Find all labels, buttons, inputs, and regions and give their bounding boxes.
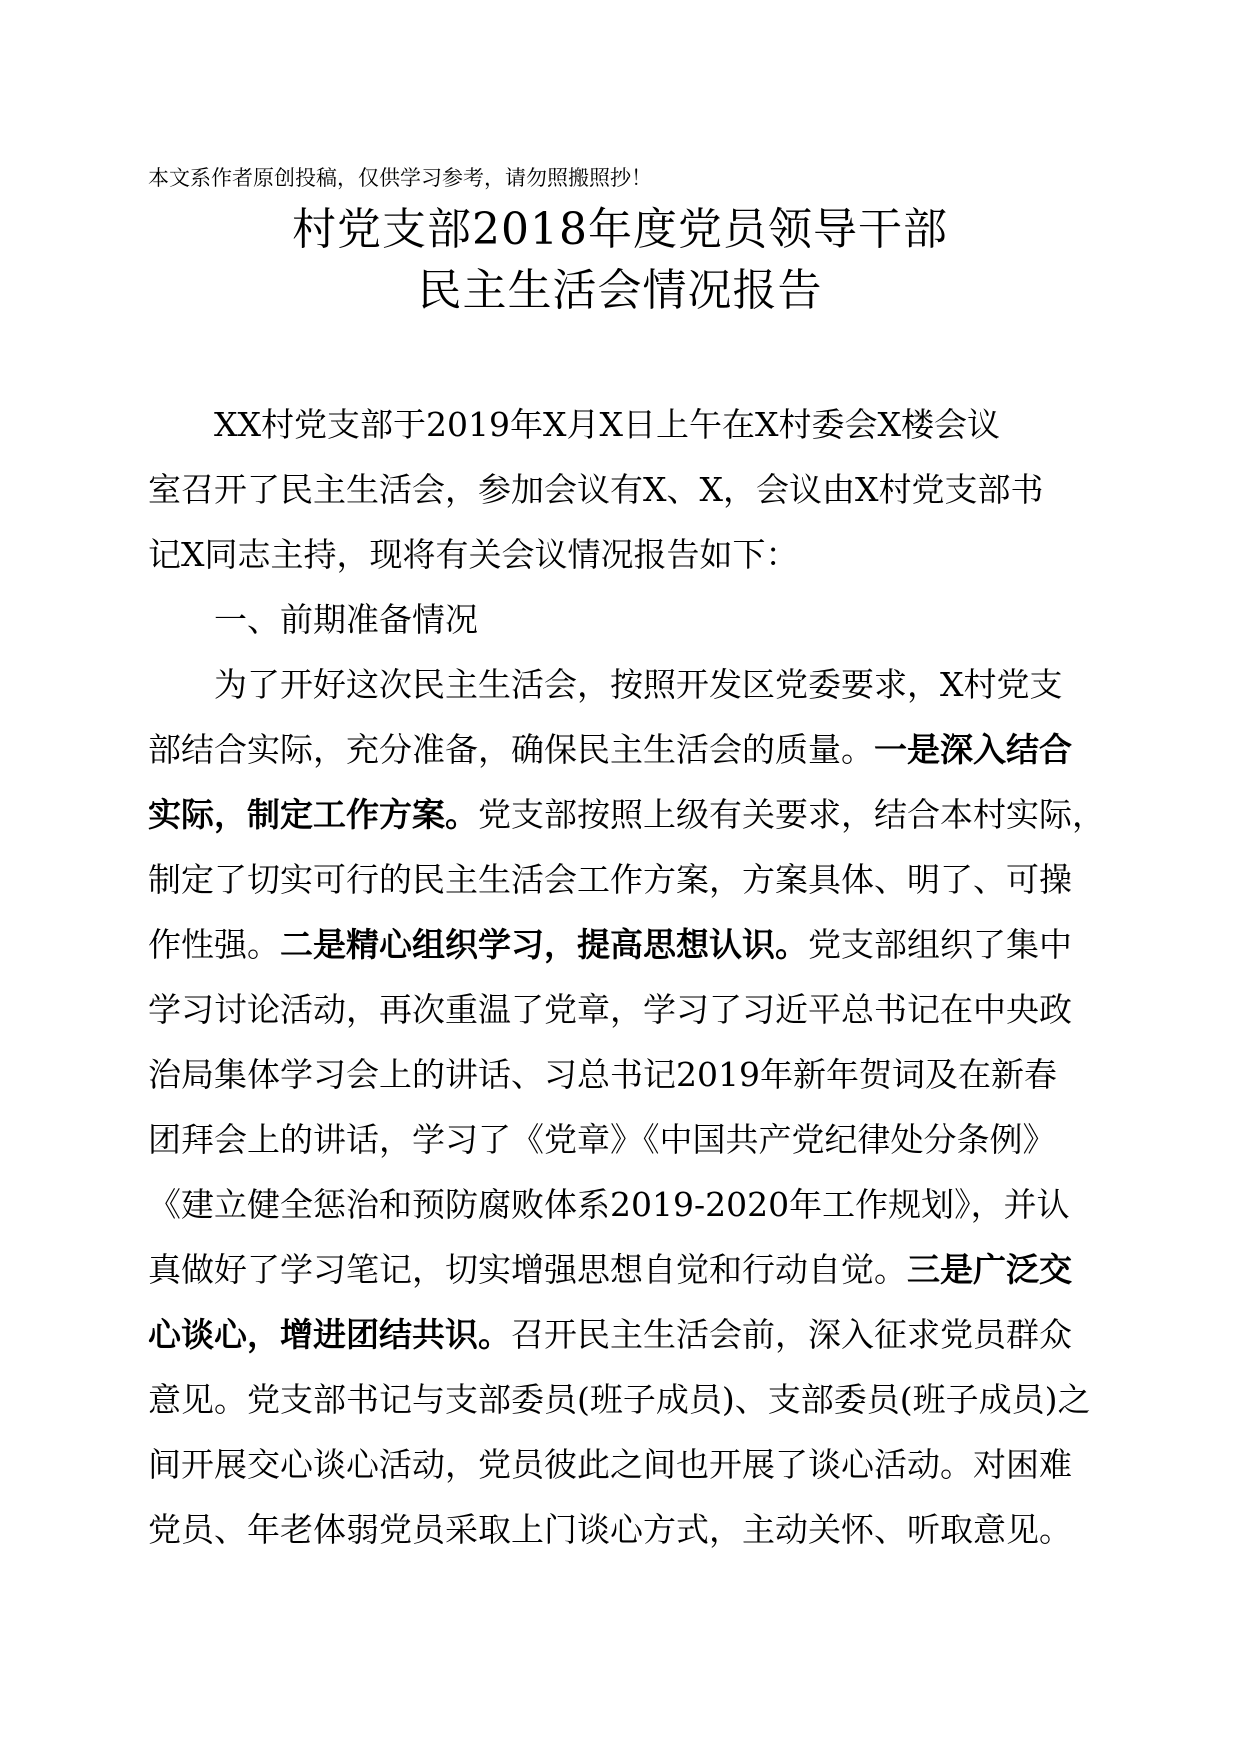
body-line: 治局集体学习会上的讲话、习总书记2019年新年贺词及在新春 — [148, 1055, 1057, 1094]
section-heading: 一、前期准备情况 — [214, 600, 478, 639]
body-text: 党支部组织了集中 — [808, 925, 1072, 964]
body-line: 制定了切实可行的民主生活会工作方案，方案具体、明了、可操 — [148, 860, 1072, 899]
body-line: 室召开了民主生活会，参加会议有X、X，会议由X村党支部书 — [148, 470, 1044, 509]
bold-point-one-cont: 实际，制定工作方案。 — [148, 795, 478, 834]
body-text: 真做好了学习笔记，切实增强思想自觉和行动自觉。 — [148, 1250, 907, 1289]
body-line: 意见。党支部书记与支部委员(班子成员)、支部委员(班子成员)之 — [148, 1380, 1091, 1419]
body-line: 为了开好这次民主生活会，按照开发区党委要求，X村党支 — [214, 665, 1063, 704]
bold-point-two: 二是精心组织学习，提高思想认识。 — [280, 925, 808, 964]
body-text: 党支部按照上级有关要求，结合本村实际， — [478, 795, 1105, 834]
body-line: 团拜会上的讲话，学习了《党章》《中国共产党纪律处分条例》 — [148, 1120, 1056, 1159]
body-line: 记X同志主持，现将有关会议情况报告如下： — [148, 535, 799, 574]
body-line: 党员、年老体弱党员采取上门谈心方式，主动关怀、听取意见。 — [148, 1510, 1072, 1549]
body-line: 学习讨论活动，再次重温了党章，学习了习近平总书记在中央政 — [148, 990, 1072, 1029]
report-body — [148, 392, 1118, 1562]
body-line — [148, 912, 1118, 977]
body-text: 召开民主生活会前，深入征求党员群众 — [511, 1315, 1072, 1354]
body-line — [148, 782, 1118, 847]
body-line — [148, 1237, 1118, 1302]
page-title-line-1: 村党支部2018年度党员领导干部 — [292, 204, 948, 255]
body-text: 作性强。 — [148, 925, 280, 964]
body-line: 《建立健全惩治和预防腐败体系2019-2020年工作规划》，并认 — [148, 1185, 1070, 1224]
bold-point-three-cont: 心谈心，增进团结共识。 — [148, 1315, 511, 1354]
author-note: 本文系作者原创投稿，仅供学习参考，请勿照搬照抄！ — [148, 166, 652, 190]
body-text: 部结合实际，充分准备，确保民主生活会的质量。 — [148, 730, 874, 769]
body-line — [148, 1302, 1118, 1367]
body-line — [148, 717, 1118, 782]
page-title-line-2: 民主生活会情况报告 — [417, 265, 823, 316]
bold-point-three: 三是广泛交 — [907, 1250, 1072, 1289]
bold-point-one: 一是深入结合 — [874, 730, 1072, 769]
body-line: 间开展交心谈心活动，党员彼此之间也开展了谈心活动。对困难 — [148, 1445, 1072, 1484]
body-line: XX村党支部于2019年X月X日上午在X村委会X楼会议 — [214, 405, 1000, 444]
